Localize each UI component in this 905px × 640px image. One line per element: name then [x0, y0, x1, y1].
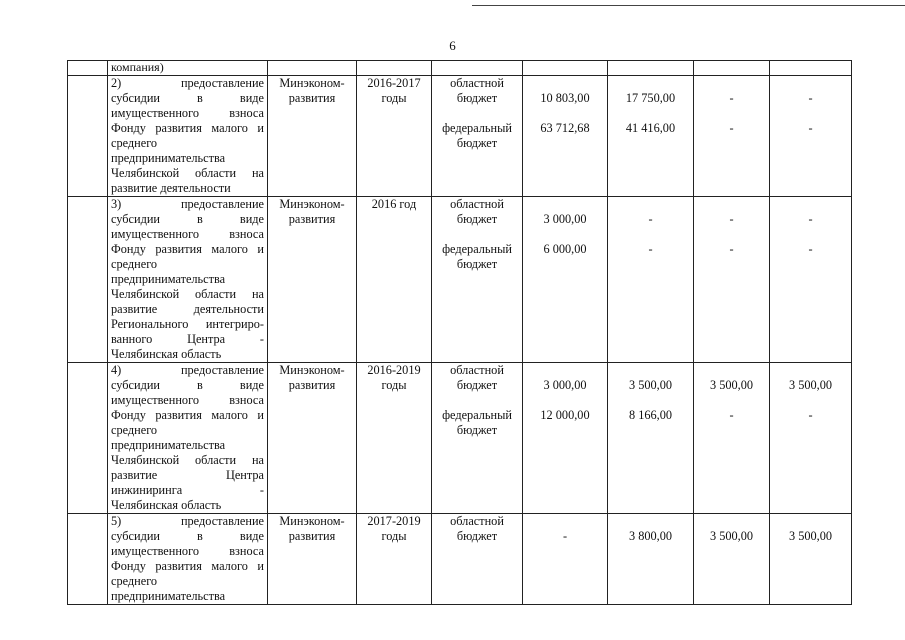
funding-source-cell	[432, 197, 523, 363]
period-text: 2016-2019	[367, 363, 421, 377]
measure-description-line: субсидии в виде	[111, 212, 264, 226]
period-cell	[357, 514, 432, 605]
table-cell	[68, 76, 108, 197]
amount-value: 3 500,00	[788, 529, 833, 543]
amount-cell	[770, 514, 852, 605]
period-cell	[357, 197, 432, 363]
table-cell	[68, 514, 108, 605]
measure-first-line	[111, 363, 264, 378]
measure-description-line: Фонду развития малого и	[111, 121, 264, 135]
measure-description-line: субсидии в виде	[111, 378, 264, 392]
measure-description-line: имущественного взноса	[111, 227, 264, 241]
funding-source-name: федеральный	[442, 242, 512, 256]
table-cell	[357, 61, 432, 76]
measure-description-line: предоставление	[180, 76, 264, 90]
amount-cell	[523, 363, 608, 514]
period-cell	[357, 76, 432, 197]
measure-description-line: субсидии в виде	[111, 91, 264, 105]
funding-source-cell	[432, 514, 523, 605]
table-cell	[432, 61, 523, 76]
funding-source-name: областной	[450, 197, 504, 211]
top-rule	[472, 5, 905, 6]
continuation-text: компания)	[108, 61, 268, 76]
amount-cell	[770, 76, 852, 197]
amount-value: 12 000,00	[540, 408, 590, 422]
amount-cell	[608, 76, 694, 197]
amount-cell	[523, 197, 608, 363]
amount-cell	[608, 363, 694, 514]
amount-value: -	[562, 529, 568, 543]
funding-source-name: бюджет	[456, 136, 498, 150]
executor-text: развития	[288, 212, 336, 226]
executor-text: Минэконом-	[279, 76, 345, 90]
executor-text: Минэконом-	[279, 514, 345, 528]
funding-source-name: бюджет	[456, 257, 498, 271]
amount-value: -	[808, 408, 813, 422]
amount-value: 3 000,00	[543, 212, 587, 226]
amount-value: -	[808, 121, 813, 135]
measure-first-line	[111, 514, 264, 529]
program-table	[67, 60, 852, 605]
funding-source-name: федеральный	[442, 121, 512, 135]
measure-description	[108, 76, 268, 197]
table-row	[68, 197, 852, 363]
amount-cell	[608, 514, 694, 605]
amount-cell	[770, 197, 852, 363]
period-text: 2016 год	[371, 197, 417, 211]
amount-value: 10 803,00	[540, 91, 590, 105]
executor-cell	[268, 363, 357, 514]
amount-value: -	[729, 408, 734, 422]
funding-source-name: бюджет	[456, 212, 498, 226]
funding-source-name: бюджет	[456, 378, 498, 392]
amount-value: -	[729, 121, 734, 135]
measure-description-line: предпринимательства	[111, 589, 226, 603]
measure-description-line: среднего	[111, 136, 158, 150]
measure-description-line: имущественного взноса	[111, 393, 264, 407]
measure-description-line: субсидии в виде	[111, 529, 264, 543]
measure-number: 4)	[111, 363, 122, 377]
measure-description-line: Фонду развития малого и	[111, 559, 264, 573]
amount-cell	[770, 363, 852, 514]
period-text: 2016-2017	[367, 76, 421, 90]
table-cell	[608, 61, 694, 76]
executor-text: развития	[288, 91, 336, 105]
amount-value: -	[648, 212, 653, 226]
funding-source-cell	[432, 76, 523, 197]
table-cell	[68, 61, 108, 76]
table-row	[68, 514, 852, 605]
executor-text: развития	[288, 529, 336, 543]
spacer	[435, 393, 519, 408]
executor-text: Минэконом-	[279, 363, 345, 377]
measure-description-line: предпринимательства	[111, 438, 226, 452]
measure-description-line: предпринимательства	[111, 272, 226, 286]
measure-description	[108, 197, 268, 363]
amount-value: 41 416,00	[625, 121, 676, 135]
continuation-row	[68, 61, 852, 76]
amount-cell	[523, 514, 608, 605]
amount-value: -	[808, 91, 813, 105]
executor-text: развития	[288, 378, 336, 392]
executor-text: Минэконом-	[279, 197, 345, 211]
table-body	[68, 61, 852, 605]
table-cell	[523, 61, 608, 76]
measure-first-line	[111, 76, 264, 91]
measure-description-line: Фонду развития малого и	[111, 242, 264, 256]
funding-source-name: бюджет	[456, 91, 498, 105]
amount-value: -	[648, 242, 653, 256]
funding-source-cell	[432, 363, 523, 514]
period-text: годы	[381, 529, 407, 543]
amount-value: 63 712,68	[540, 121, 590, 135]
funding-source-name: областной	[450, 514, 504, 528]
table-cell	[694, 61, 770, 76]
amount-value: -	[729, 242, 734, 256]
spacer	[435, 106, 519, 121]
table-row	[68, 76, 852, 197]
measure-description-line: развитие Центра	[111, 468, 264, 482]
measure-description-line: Челябинской области на	[111, 166, 264, 180]
funding-source-name: федеральный	[442, 408, 512, 422]
measure-number: 5)	[111, 514, 122, 528]
table-row	[68, 363, 852, 514]
amount-cell	[694, 363, 770, 514]
amount-cell	[523, 76, 608, 197]
measure-description-line: Челябинская область	[111, 347, 222, 361]
measure-description-line: имущественного взноса	[111, 544, 264, 558]
measure-description	[108, 514, 268, 605]
measure-description	[108, 363, 268, 514]
funding-source-name: бюджет	[456, 423, 498, 437]
amount-value: -	[808, 242, 813, 256]
amount-value: 3 500,00	[788, 378, 833, 392]
amount-value: 17 750,00	[625, 91, 676, 105]
funding-source-name: бюджет	[456, 529, 498, 543]
measure-description-line: среднего	[111, 423, 158, 437]
measure-description-line: Регионального интегриро-	[111, 317, 264, 331]
spacer	[435, 227, 519, 242]
measure-description-line: ванного Центра -	[111, 332, 264, 346]
amount-cell	[608, 197, 694, 363]
amount-value: 3 500,00	[709, 529, 754, 543]
measure-number: 2)	[111, 76, 122, 90]
amount-value: -	[729, 91, 734, 105]
measure-description-line: инжиниринга -	[111, 483, 264, 497]
period-text: 2017-2019	[367, 514, 421, 528]
amount-value: -	[808, 212, 813, 226]
amount-value: 3 800,00	[628, 529, 673, 543]
amount-cell	[694, 197, 770, 363]
measure-description-line: имущественного взноса	[111, 106, 264, 120]
period-text: годы	[381, 378, 407, 392]
measure-description-line: среднего	[111, 257, 158, 271]
measure-description-line: развитие деятельности	[111, 302, 264, 316]
table-cell	[68, 197, 108, 363]
amount-value: 6 000,00	[543, 242, 587, 256]
measure-description-line: предпринимательства	[111, 151, 226, 165]
funding-source-name: областной	[450, 76, 504, 90]
amount-value: -	[729, 212, 734, 226]
measure-description-line: предоставление	[180, 197, 264, 211]
funding-source-name: областной	[450, 363, 504, 377]
table-cell	[68, 363, 108, 514]
executor-cell	[268, 197, 357, 363]
page-number: 6	[449, 38, 456, 53]
amount-value: 3 000,00	[543, 378, 587, 392]
table-cell	[268, 61, 357, 76]
measure-description-line: предоставление	[180, 514, 264, 528]
measure-description-line: Челябинской области на	[111, 287, 264, 301]
executor-cell	[268, 514, 357, 605]
measure-number: 3)	[111, 197, 122, 211]
measure-description-line: Фонду развития малого и	[111, 408, 264, 422]
amount-cell	[694, 514, 770, 605]
amount-value: 3 500,00	[628, 378, 673, 392]
table-cell	[770, 61, 852, 76]
amount-cell	[694, 76, 770, 197]
measure-description-line: предоставление	[180, 363, 264, 377]
measure-description-line: среднего	[111, 574, 158, 588]
measure-description-line: развитие деятельности	[111, 181, 231, 195]
amount-value: 3 500,00	[709, 378, 754, 392]
measure-description-line: Челябинская область	[111, 498, 222, 512]
executor-cell	[268, 76, 357, 197]
measure-description-line: Челябинской области на	[111, 453, 264, 467]
period-text: годы	[381, 91, 407, 105]
period-cell	[357, 363, 432, 514]
amount-value: 8 166,00	[628, 408, 673, 422]
measure-first-line	[111, 197, 264, 212]
